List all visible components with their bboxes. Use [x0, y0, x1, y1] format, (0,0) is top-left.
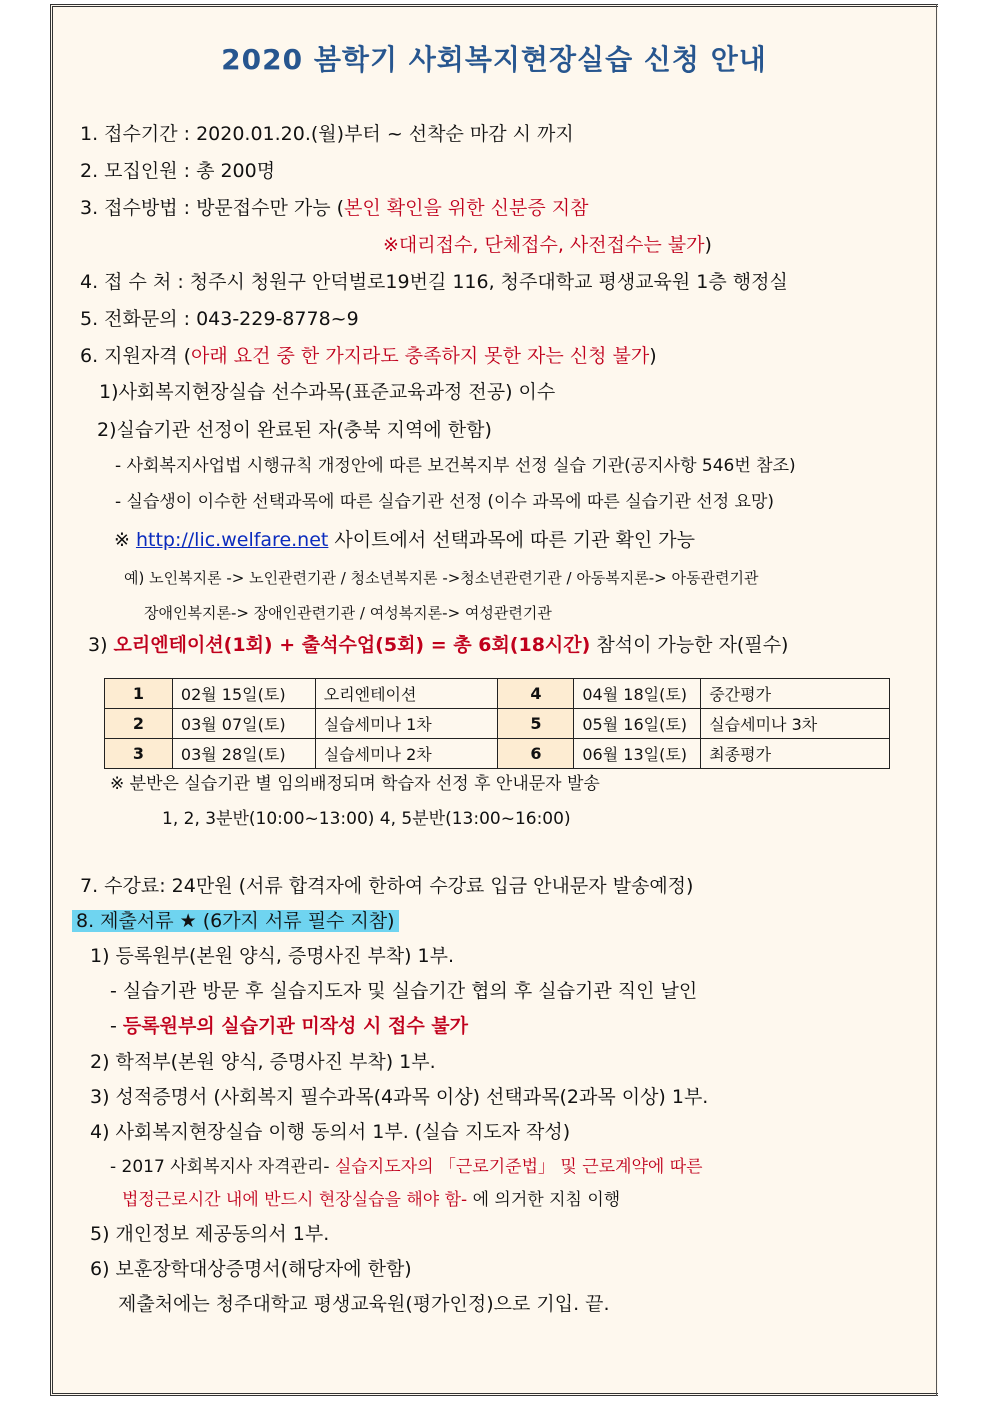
table-row [105, 709, 890, 739]
session-number: 6 [498, 739, 574, 769]
item-fee: 7. 수강료: 24만원 (서류 합격자에 한하여 수강료 입금 안내문자 발송예정) [80, 875, 694, 897]
session-desc: 최종평가 [701, 739, 890, 769]
page-title: 2020 봄학기 사회복지현장실습 신청 안내 [221, 43, 767, 76]
session-date: 02월 15일(토) [172, 679, 315, 709]
class-times: 1, 2, 3분반(10:00~13:00) 4, 5분반(13:00~16:00) [162, 809, 571, 829]
session-desc: 실습세미나 3차 [701, 709, 890, 739]
doc-1b: - 등록원부의 실습기관 미작성 시 접수 불가 [110, 1015, 468, 1037]
session-desc: 실습세미나 1차 [315, 709, 498, 739]
session-date: 03월 07일(토) [172, 709, 315, 739]
doc-2: 2) 학적부(본원 양식, 증명사진 부착) 1부. [90, 1051, 436, 1073]
session-number: 5 [498, 709, 574, 739]
item-recruitment: 2. 모집인원 : 총 200명 [80, 160, 276, 182]
eligibility-2b: - 실습생이 이수한 선택과목에 따른 실습기관 선정 (이수 과목에 따른 실습기관 선정 요망) [115, 492, 775, 512]
doc-6: 6) 보훈장학대상증명서(해당자에 한함) [90, 1258, 412, 1280]
eligibility-2: 2)실습기관 선정이 완료된 자(충북 지역에 한함) [97, 419, 492, 441]
session-date: 05월 16일(토) [574, 709, 701, 739]
class-note: ※ 분반은 실습기관 별 임의배정되며 학습자 선정 후 안내문자 발송 [110, 774, 600, 794]
session-number: 2 [105, 709, 173, 739]
schedule-table [104, 678, 890, 769]
docs-heading: 8. 제출서류 ★ (6가지 서류 필수 지참) [72, 909, 399, 933]
item-method-restriction: ※대리접수, 단체접수, 사전접수는 불가) [383, 234, 712, 256]
doc-4: 4) 사회복지현장실습 이행 동의서 1부. (실습 지도자 작성) [90, 1121, 571, 1143]
eligibility-3: 3) 오리엔테이션(1회) + 출석수업(5회) = 총 6회(18시간) 참석이 가능한 자(필수) [88, 634, 789, 656]
table-row [105, 739, 890, 769]
doc-1a: - 실습기관 방문 후 실습지도자 및 실습기간 협의 후 실습기관 직인 날인 [110, 980, 698, 1002]
session-date: 04월 18일(토) [574, 679, 701, 709]
session-date: 06월 13일(토) [574, 739, 701, 769]
session-number: 4 [498, 679, 574, 709]
id-required-note: 본인 확인을 위한 신분증 지참 [344, 197, 589, 219]
table-row [105, 679, 890, 709]
session-number: 1 [105, 679, 173, 709]
session-desc: 오리엔테이션 [315, 679, 498, 709]
welfare-link[interactable]: http://lic.welfare.net [135, 529, 329, 551]
document-frame-edge [936, 4, 940, 1396]
eligibility-note: ※ http://lic.welfare.net 사이트에서 선택과목에 따른 기관 확인 가능 [114, 529, 695, 551]
session-desc: 중간평가 [701, 679, 890, 709]
session-desc: 실습세미나 2차 [315, 739, 498, 769]
closing-note: 제출처에는 청주대학교 평생교육원(평가인정)으로 기입. 끝. [118, 1293, 610, 1315]
item-application-period: 1. 접수기간 : 2020.01.20.(월)부터 ~ 선착순 마감 시 까지 [80, 123, 574, 145]
item-office: 4. 접 수 처 : 청주시 청원구 안덕벌로19번길 116, 청주대학교 평생교육원 1층 행정실 [80, 271, 788, 293]
doc-1: 1) 등록원부(본원 양식, 증명사진 부착) 1부. [90, 945, 455, 967]
eligibility-example-1: 예) 노인복지론 -> 노인관련기관 / 청소년복지론 ->청소년관련기관 / 아동복지론-> 아동관련기관 [124, 569, 759, 587]
doc-4a: - 2017 사회복지사 자격관리- 실습지도자의 「근로기준법」 및 근로계약에 따른 [110, 1157, 703, 1177]
item-method: 3. 접수방법 : 방문접수만 가능 (본인 확인을 위한 신분증 지참 [80, 197, 589, 219]
doc-5: 5) 개인정보 제공동의서 1부. [90, 1223, 330, 1245]
eligibility-example-2: 장애인복지론-> 장애인관련기관 / 여성복지론-> 여성관련기관 [144, 604, 552, 622]
doc-3: 3) 성적증명서 (사회복지 필수과목(4과목 이상) 선택과목(2과목 이상) 1부. [90, 1086, 709, 1108]
item-phone: 5. 전화문의 : 043-229-8778~9 [80, 308, 359, 330]
session-date: 03월 28일(토) [172, 739, 315, 769]
item-eligibility: 6. 지원자격 (아래 요건 중 한 가지라도 충족하지 못한 자는 신청 불가) [80, 345, 657, 367]
eligibility-2a: - 사회복지사업법 시행규칙 개정안에 따른 보건복지부 선정 실습 기관(공지사항 546번 참조) [115, 456, 796, 476]
session-number: 3 [105, 739, 173, 769]
eligibility-1: 1)사회복지현장실습 선수과목(표준교육과정 전공) 이수 [99, 381, 556, 403]
doc-4b: 법정근로시간 내에 반드시 현장실습을 해야 함- 에 의거한 지침 이행 [122, 1190, 621, 1210]
